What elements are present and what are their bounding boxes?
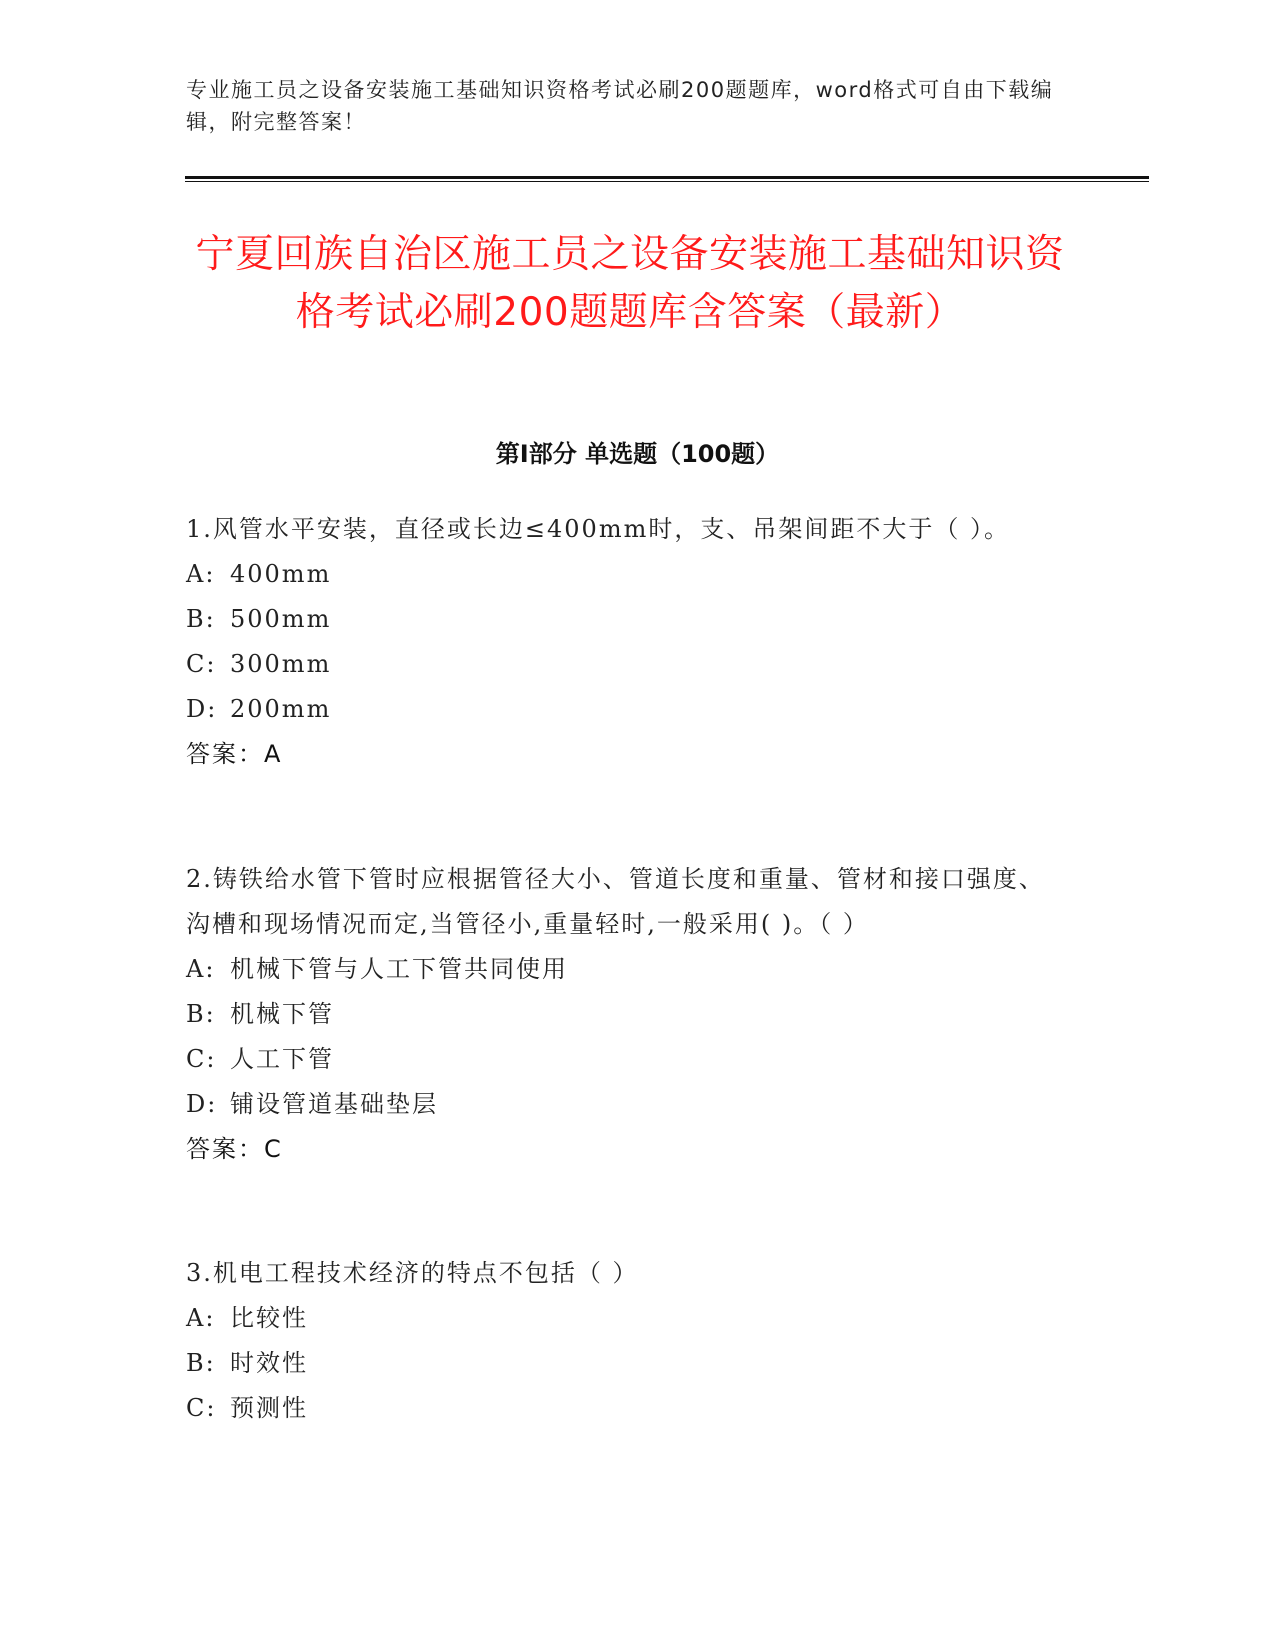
- option-letter: C:: [186, 1045, 217, 1073]
- answer-line: 答案：A: [186, 740, 283, 768]
- option-text: 比较性: [230, 1304, 308, 1332]
- option-letter: A:: [186, 560, 216, 588]
- option-a: [186, 1296, 1066, 1341]
- answer-line: 答案：C: [186, 1135, 283, 1163]
- option-letter: B:: [186, 1349, 216, 1377]
- option-letter: D:: [186, 1090, 218, 1118]
- option-text: 400mm: [230, 560, 332, 588]
- option-letter: D:: [186, 695, 218, 723]
- option-c: [186, 1037, 1066, 1082]
- option-text: 时效性: [230, 1349, 308, 1377]
- header-note: 专业施工员之设备安装施工基础知识资格考试必刷200题题库，word格式可自由下载编辑，附完整答案！: [186, 78, 1054, 134]
- option-letter: C:: [186, 1394, 217, 1422]
- option-text: 人工下管: [230, 1045, 334, 1073]
- option-letter: B:: [186, 1000, 216, 1028]
- option-letter: A:: [186, 955, 216, 983]
- option-d: [186, 1082, 1066, 1127]
- option-letter: B:: [186, 605, 216, 633]
- option-text: 500mm: [230, 605, 332, 633]
- option-text: 铺设管道基础垫层: [230, 1090, 438, 1118]
- option-b: [186, 597, 1066, 642]
- option-c: [186, 642, 1066, 687]
- option-text: 机械下管与人工下管共同使用: [230, 955, 568, 983]
- option-b: [186, 992, 1066, 1037]
- option-text: 200mm: [230, 695, 332, 723]
- question-3: [186, 1251, 1066, 1431]
- header-divider-thick: [185, 176, 1149, 179]
- header-divider-thin: [185, 181, 1149, 182]
- question-stem: 2.铸铁给水管下管时应根据管径大小、管道长度和重量、管材和接口强度、沟槽和现场情况而定,当管径小,重量轻时,一般采用( )。（ ）: [186, 865, 1045, 938]
- option-d: [186, 687, 1066, 732]
- question-stem: 1.风管水平安装，直径或长边≤400mm时，支、吊架间距不大于（ ）。: [186, 515, 1010, 543]
- option-b: [186, 1341, 1066, 1386]
- option-letter: C:: [186, 650, 217, 678]
- option-text: 300mm: [230, 650, 332, 678]
- section-heading: 第I部分 单选题（100题）: [495, 440, 780, 468]
- question-stem: 3.机电工程技术经济的特点不包括（ ）: [186, 1259, 639, 1287]
- option-c: [186, 1386, 1066, 1431]
- option-letter: A:: [186, 1304, 216, 1332]
- question-1: [186, 507, 1066, 777]
- option-a: [186, 947, 1066, 992]
- document-title: 宁夏回族自治区施工员之设备安装施工基础知识资格考试必刷200题题库含答案（最新）: [195, 232, 1065, 335]
- option-text: 机械下管: [230, 1000, 334, 1028]
- question-2: [186, 857, 1066, 1172]
- option-a: [186, 552, 1066, 597]
- option-text: 预测性: [230, 1394, 308, 1422]
